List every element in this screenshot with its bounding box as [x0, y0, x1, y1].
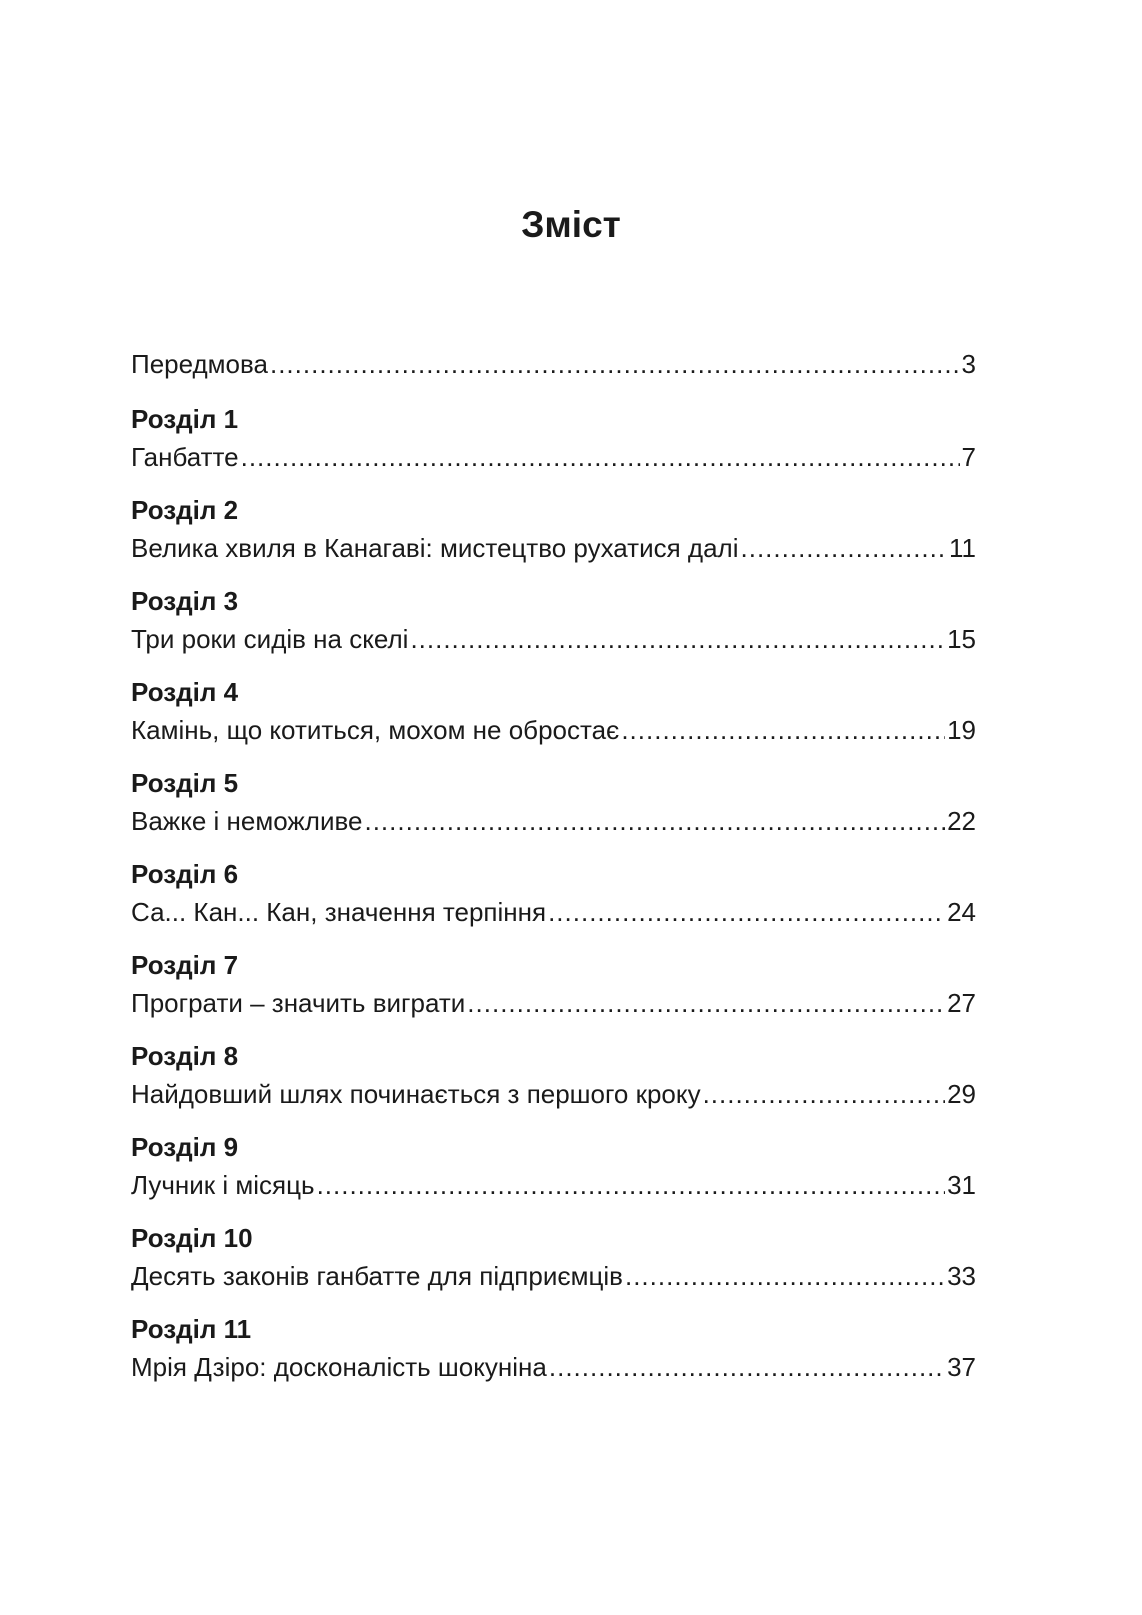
dot-leader	[270, 345, 960, 383]
toc-entry[interactable]	[131, 438, 976, 491]
dot-leader	[241, 438, 960, 476]
toc-entry[interactable]	[131, 893, 976, 946]
dot-leader	[467, 984, 945, 1022]
toc-entry[interactable]	[131, 1257, 976, 1310]
entry-title: Програти – значить виграти	[131, 988, 466, 1018]
dot-leader	[621, 711, 945, 749]
dot-leader	[364, 802, 945, 840]
page-number: 3	[961, 349, 976, 379]
toc-entry-preface[interactable]	[131, 345, 976, 400]
entry-title: Мрія Дзіро: досконалість шокуніна	[131, 1352, 547, 1382]
page-number: 33	[947, 1261, 976, 1291]
chapter-heading: Розділ 8	[131, 1041, 239, 1071]
page-number: 7	[961, 442, 976, 472]
dot-leader	[703, 1075, 946, 1113]
entry-title: Велика хвиля в Канагаві: мистецтво рухатися далі	[131, 533, 739, 563]
dot-leader	[549, 1348, 945, 1386]
chapter-heading: Розділ 4	[131, 677, 239, 707]
page-number: 29	[947, 1079, 976, 1109]
toc-entry[interactable]	[131, 1166, 976, 1219]
entry-title: Передмова	[131, 349, 268, 379]
dot-leader	[410, 620, 945, 658]
toc-entry[interactable]	[131, 711, 976, 764]
toc-entry[interactable]	[131, 1348, 976, 1401]
page-number: 15	[947, 624, 976, 654]
toc-entry[interactable]	[131, 529, 976, 582]
entry-title: Са... Кан... Кан, значення терпіння	[131, 897, 547, 927]
toc-entry[interactable]	[131, 620, 976, 673]
dot-leader	[741, 529, 948, 567]
toc-entry[interactable]	[131, 1075, 976, 1128]
page-number: 37	[947, 1352, 976, 1382]
page-number: 11	[949, 533, 976, 563]
chapter-heading: Розділ 6	[131, 859, 239, 889]
entry-title: Ганбатте	[131, 442, 239, 472]
page-number: 22	[947, 806, 976, 836]
chapter-heading: Розділ 11	[131, 1314, 252, 1344]
entry-title: Найдовший шлях починається з першого кроку	[131, 1079, 701, 1109]
toc-entry[interactable]	[131, 984, 976, 1037]
page-number: 31	[947, 1170, 976, 1200]
chapter-heading: Розділ 5	[131, 768, 239, 798]
page-number: 24	[947, 897, 976, 927]
toc-entry[interactable]	[131, 802, 976, 855]
dot-leader	[317, 1166, 946, 1204]
entry-title: Десять законів ганбатте для підприємців	[131, 1261, 623, 1291]
chapter-heading: Розділ 10	[131, 1223, 253, 1253]
page-number: 19	[947, 715, 976, 745]
entry-title: Камінь, що котиться, мохом не обростає	[131, 715, 620, 745]
chapter-heading: Розділ 2	[131, 495, 239, 525]
dot-leader	[625, 1257, 945, 1295]
entry-title: Три роки сидів на скелі	[131, 624, 409, 654]
chapter-heading: Розділ 7	[131, 950, 239, 980]
chapter-heading: Розділ 3	[131, 586, 239, 616]
entry-title: Важке і неможливе	[131, 806, 363, 836]
chapter-heading: Розділ 9	[131, 1132, 239, 1162]
table-of-contents	[131, 345, 976, 1401]
chapter-heading: Розділ 1	[131, 404, 239, 434]
page-title: Зміст	[521, 204, 621, 245]
dot-leader	[548, 893, 945, 931]
entry-title: Лучник і місяць	[131, 1170, 315, 1200]
page-number: 27	[947, 988, 976, 1018]
